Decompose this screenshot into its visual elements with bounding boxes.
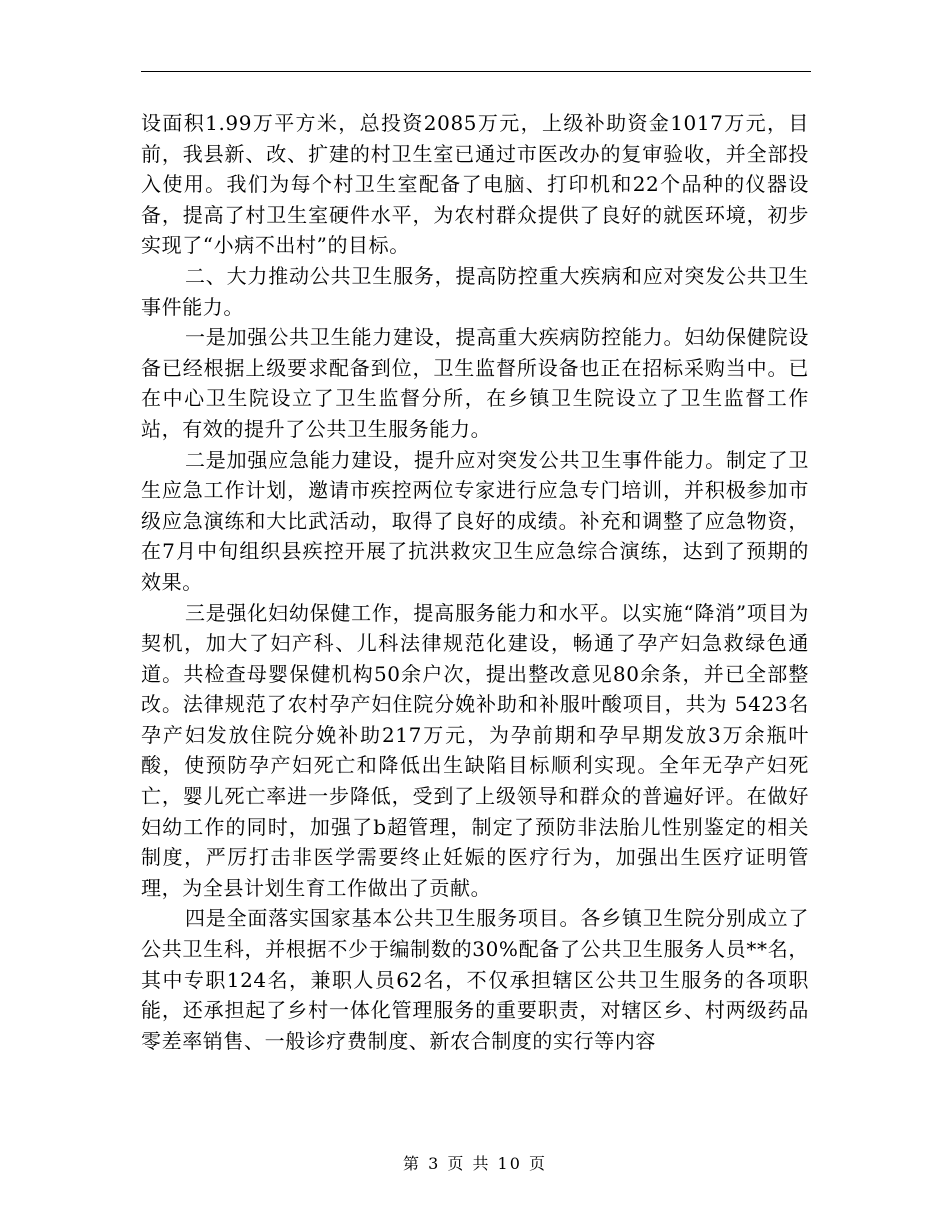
paragraph-continuation: 设面积1.99万平方米，总投资2085万元，上级补助资金1017万元，目前，我县新、改、扩建的村卫生室已通过市医改办的复审验收，并全部投入使用。我们为每个村卫生室配备了电脑、打印机和22个品种的仪器设备，提高了村卫生室硬件水平，为农村群众提供了良好的就医环境，初步实现了“小病不出村”的目标。: [141, 111, 809, 258]
paragraph-emergency-capacity: 二是加强应急能力建设，提升应对突发公共卫生事件能力。制定了卫生应急工作计划，邀请市疾控两位专家进行应急专门培训，并积极参加市级应急演练和大比武活动，取得了良好的成绩。补充和调整了应急物资，在7月中旬组织县疾控开展了抗洪救灾卫生应急综合演练，达到了预期的效果。: [141, 447, 809, 594]
document-body: [141, 108, 809, 1056]
header-rule: [141, 71, 811, 72]
paragraph-capacity-building: 一是加强公共卫生能力建设，提高重大疾病防控能力。妇幼保健院设备已经根据上级要求配备到位，卫生监督所设备也正在招标采购当中。已在中心卫生院设立了卫生监督分所，在乡镇卫生院设立了卫生监督工作站，有效的提升了公共卫生服务能力。: [141, 325, 809, 441]
section-heading-public-health: 二、大力推动公共卫生服务，提高防控重大疾病和应对突发公共卫生事件能力。: [141, 263, 809, 319]
paragraph-basic-public-health: 四是全面落实国家基本公共卫生服务项目。各乡镇卫生院分别成立了公共卫生科，并根据不少于编制数的30%配备了公共卫生服务人员**名，其中专职124名，兼职人员62名，不仅承担辖区公共卫生服务的各项职能，还承担起了乡村一体化管理服务的重要职责，对辖区乡、村两级药品零差率销售、一般诊疗费制度、新农合制度的实行等内容: [141, 906, 809, 1053]
page-number-footer: 第 3 页 共 10 页: [403, 1154, 547, 1173]
paragraph-maternal-child-health: 三是强化妇幼保健工作，提高服务能力和水平。以实施“降消”项目为契机，加大了妇产科、儿科法律规范化建设，畅通了孕产妇急救绿色通道。共检查母婴保健机构50余户次，提出整改意见80余条，并已全部整改。法律规范了农村孕产妇住院分娩补助和补服叶酸项目，共为 5423名孕产妇发放住院分娩补助217万元，为孕前期和孕早期发放3万余瓶叶酸，使预防孕产妇死亡和降低出生缺陷目标顺利实现。全年无孕产妇死亡，婴儿死亡率进一步降低，受到了上级领导和群众的普遍好评。在做好妇幼工作的同时，加强了b超管理，制定了预防非法胎儿性别鉴定的相关制度，严厉打击非医学需要终止妊娠的医疗行为，加强出生医疗证明管理，为全县计划生育工作做出了贡献。: [141, 600, 809, 900]
